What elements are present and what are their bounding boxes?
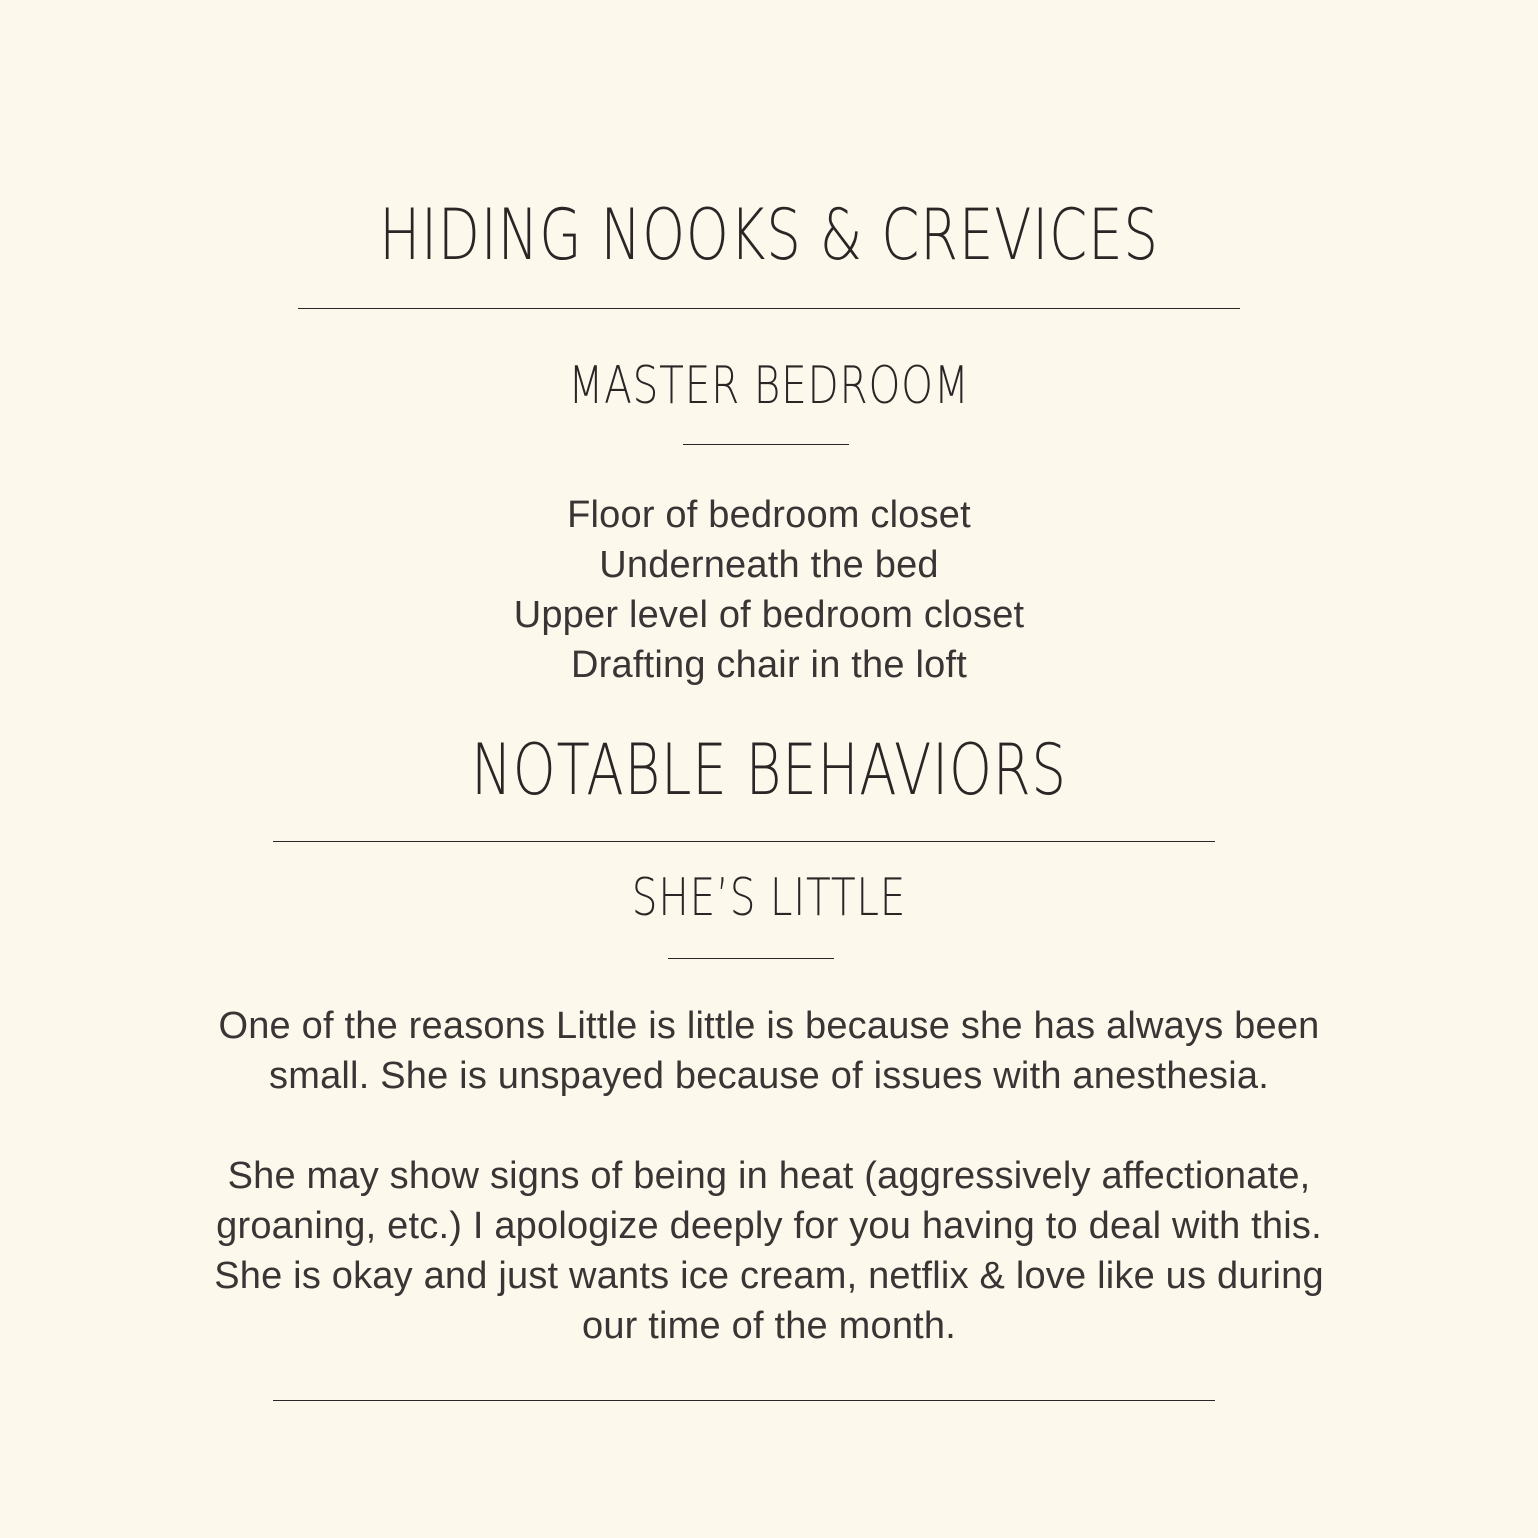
hiding-spot: Underneath the bed bbox=[599, 544, 939, 586]
paragraph-line: small. She is unspayed because of issues with anesthesia. bbox=[269, 1055, 1269, 1097]
hiding-spot: Upper level of bedroom closet bbox=[513, 594, 1025, 636]
room-title: MASTER BEDROOM bbox=[568, 356, 970, 416]
paragraph-line: One of the reasons Little is little is because she has always been bbox=[218, 1005, 1320, 1047]
bottom-divider bbox=[273, 1400, 1215, 1401]
paragraph-line: our time of the month. bbox=[581, 1305, 957, 1347]
hiding-spots-list bbox=[0, 490, 1538, 690]
paragraph-line: groaning, etc.) I apologize deeply for you having to deal with this. bbox=[216, 1205, 1322, 1247]
paragraph-line: She may show signs of being in heat (aggressively affectionate, bbox=[227, 1155, 1311, 1197]
hiding-title: HIDING NOOKS & CREVICES bbox=[379, 194, 1159, 276]
behaviors-subtitle: SHE’S LITTLE bbox=[631, 868, 907, 928]
hiding-title-divider bbox=[298, 308, 1240, 309]
behaviors-subtitle-divider bbox=[668, 958, 834, 959]
hiding-spot: Drafting chair in the loft bbox=[571, 644, 967, 686]
paragraph-gap bbox=[0, 1101, 1538, 1151]
behaviors-description bbox=[0, 1001, 1538, 1351]
room-title-divider bbox=[683, 444, 849, 445]
behaviors-title-divider bbox=[273, 841, 1215, 842]
behaviors-title: NOTABLE BEHAVIORS bbox=[471, 729, 1067, 811]
paragraph-line: She is okay and just wants ice cream, netflix & love like us during bbox=[214, 1255, 1324, 1297]
hiding-spot: Floor of bedroom closet bbox=[567, 494, 971, 536]
